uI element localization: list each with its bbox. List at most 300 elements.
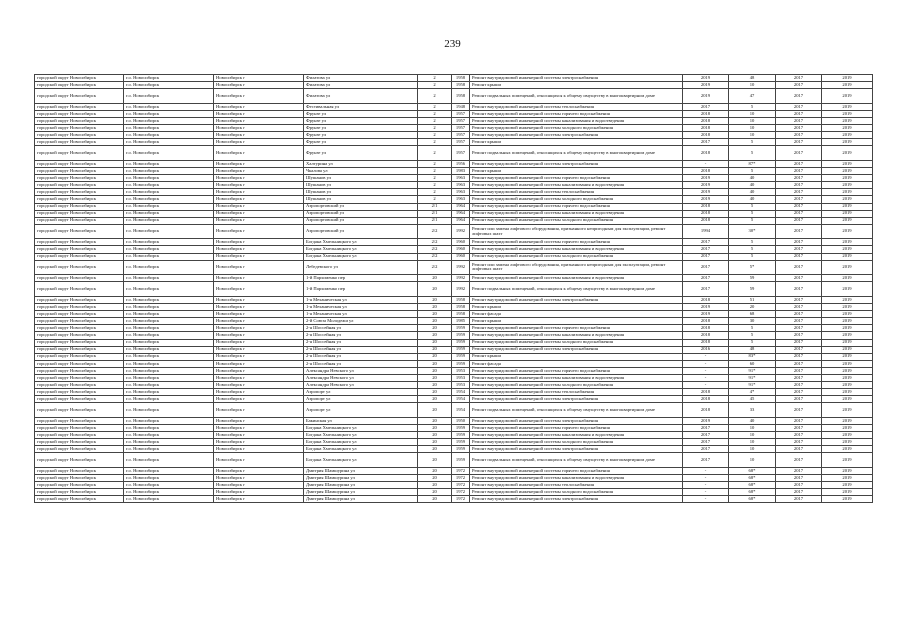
house-number-cell: 20 bbox=[418, 468, 452, 475]
work-type-cell: Ремонт внутридомовой инженерной системы горячего водоснабжения bbox=[470, 175, 683, 182]
table-row bbox=[35, 246, 873, 253]
plan-end-cell: 2019 bbox=[822, 389, 873, 396]
build-year-cell: 1957 bbox=[452, 117, 470, 124]
house-number-cell: 20 bbox=[418, 482, 452, 489]
build-year-cell: 1948 bbox=[452, 103, 470, 110]
work-type-cell: Ремонт крыши bbox=[470, 82, 683, 89]
okrug-cell: городской округ Новосибирск bbox=[35, 432, 124, 439]
locality-cell: Новосибирск г bbox=[214, 139, 304, 146]
okrug-cell: городской округ Новосибирск bbox=[35, 146, 124, 161]
build-year-cell: 1958 bbox=[452, 82, 470, 89]
plan-start-cell: 2017 bbox=[776, 332, 822, 339]
last-repair-year-cell: 2018 bbox=[683, 125, 729, 132]
wear-percent-cell: 33 bbox=[729, 403, 776, 418]
plan-start-cell: 2017 bbox=[776, 275, 822, 282]
locality-cell: Новосибирск г bbox=[214, 360, 304, 367]
last-repair-year-cell: 2018 bbox=[683, 389, 729, 396]
work-type-cell: Ремонт внутридомовой инженерной системы канализования и водоотведения bbox=[470, 210, 683, 217]
okrug-cell: городской округ Новосибирск bbox=[35, 260, 124, 275]
build-year-cell: 1959 bbox=[452, 425, 470, 432]
house-number-cell: 20 bbox=[418, 367, 452, 374]
wear-percent-cell: 45 bbox=[729, 396, 776, 403]
table-row bbox=[35, 253, 873, 260]
wear-percent-cell: 40 bbox=[729, 189, 776, 196]
build-year-cell: 1963 bbox=[452, 175, 470, 182]
wear-percent-cell: 5 bbox=[729, 217, 776, 224]
build-year-cell: 1953 bbox=[452, 382, 470, 389]
street-cell: 1-я Механическая ул bbox=[304, 311, 418, 318]
municipality-cell: г.о. Новосибирск bbox=[124, 224, 214, 239]
build-year-cell: 1963 bbox=[452, 182, 470, 189]
locality-cell: Новосибирск г bbox=[214, 475, 304, 482]
municipality-cell: г.о. Новосибирск bbox=[124, 260, 214, 275]
street-cell: Богдана Хмельницкого ул bbox=[304, 253, 418, 260]
house-number-cell: 20 bbox=[418, 432, 452, 439]
plan-start-cell: 2017 bbox=[776, 260, 822, 275]
house-number-cell: 20 bbox=[418, 311, 452, 318]
okrug-cell: городской округ Новосибирск bbox=[35, 189, 124, 196]
municipality-cell: г.о. Новосибирск bbox=[124, 367, 214, 374]
plan-end-cell: 2019 bbox=[822, 332, 873, 339]
plan-start-cell: 2017 bbox=[776, 382, 822, 389]
okrug-cell: городской округ Новосибирск bbox=[35, 475, 124, 482]
table-row bbox=[35, 346, 873, 353]
municipality-cell: г.о. Новосибирск bbox=[124, 353, 214, 360]
wear-percent-cell: 5 bbox=[729, 253, 776, 260]
plan-start-cell: 2017 bbox=[776, 82, 822, 89]
house-number-cell: 2/1 bbox=[418, 217, 452, 224]
locality-cell: Новосибирск г bbox=[214, 453, 304, 468]
wear-percent-cell: 5* bbox=[729, 260, 776, 275]
street-cell: Бакинская ул bbox=[304, 417, 418, 424]
last-repair-year-cell: 2019 bbox=[683, 89, 729, 104]
wear-percent-cell: 5 bbox=[729, 339, 776, 346]
build-year-cell: 1964 bbox=[452, 203, 470, 210]
work-type-cell: Ремонт внутридомовой инженерной системы горячего водоснабжения bbox=[470, 239, 683, 246]
municipality-cell: г.о. Новосибирск bbox=[124, 189, 214, 196]
house-number-cell: 20 bbox=[418, 396, 452, 403]
locality-cell: Новосибирск г bbox=[214, 318, 304, 325]
work-type-cell: Ремонт внутридомовой инженерной системы теплоснабжения bbox=[470, 189, 683, 196]
build-year-cell: 1960 bbox=[452, 239, 470, 246]
house-number-cell: 2/2 bbox=[418, 253, 452, 260]
house-number-cell: 2 bbox=[418, 75, 452, 82]
repair-schedule-table bbox=[34, 74, 873, 503]
plan-end-cell: 2019 bbox=[822, 382, 873, 389]
wear-percent-cell: 40 bbox=[729, 196, 776, 203]
plan-start-cell: 2017 bbox=[776, 89, 822, 104]
street-cell: Аэропорт ул bbox=[304, 403, 418, 418]
wear-percent-cell: 10 bbox=[729, 446, 776, 453]
wear-percent-cell: 5 bbox=[729, 168, 776, 175]
plan-end-cell: 2019 bbox=[822, 168, 873, 175]
wear-percent-cell: 5 bbox=[729, 239, 776, 246]
build-year-cell: 1959 bbox=[452, 339, 470, 346]
okrug-cell: городской округ Новосибирск bbox=[35, 117, 124, 124]
wear-percent-cell: 59 bbox=[729, 282, 776, 297]
street-cell: Дмитрия Шамшурина ул bbox=[304, 489, 418, 496]
municipality-cell: г.о. Новосибирск bbox=[124, 468, 214, 475]
locality-cell: Новосибирск г bbox=[214, 117, 304, 124]
street-cell: Фрунзе ул bbox=[304, 146, 418, 161]
okrug-cell: городской округ Новосибирск bbox=[35, 374, 124, 381]
okrug-cell: городской округ Новосибирск bbox=[35, 382, 124, 389]
work-type-cell: Ремонт внутридомовой инженерной системы электроснабжения bbox=[470, 496, 683, 503]
work-type-cell: Ремонт внутридомовой инженерной системы холодного водоснабжения bbox=[470, 196, 683, 203]
plan-start-cell: 2017 bbox=[776, 417, 822, 424]
plan-start-cell: 2017 bbox=[776, 168, 822, 175]
build-year-cell: 1954 bbox=[452, 389, 470, 396]
plan-start-cell: 2017 bbox=[776, 353, 822, 360]
wear-percent-cell: 91* bbox=[729, 374, 776, 381]
plan-end-cell: 2019 bbox=[822, 325, 873, 332]
municipality-cell: г.о. Новосибирск bbox=[124, 389, 214, 396]
municipality-cell: г.о. Новосибирск bbox=[124, 360, 214, 367]
okrug-cell: городской округ Новосибирск bbox=[35, 417, 124, 424]
municipality-cell: г.о. Новосибирск bbox=[124, 374, 214, 381]
plan-end-cell: 2019 bbox=[822, 346, 873, 353]
locality-cell: Новосибирск г bbox=[214, 160, 304, 167]
plan-end-cell: 2019 bbox=[822, 282, 873, 297]
last-repair-year-cell: - bbox=[683, 496, 729, 503]
build-year-cell: 1972 bbox=[452, 496, 470, 503]
okrug-cell: городской округ Новосибирск bbox=[35, 224, 124, 239]
street-cell: Александра Невского ул bbox=[304, 382, 418, 389]
street-cell: Аэропорт ул bbox=[304, 389, 418, 396]
build-year-cell: 1957 bbox=[452, 110, 470, 117]
plan-start-cell: 2017 bbox=[776, 453, 822, 468]
plan-end-cell: 2019 bbox=[822, 489, 873, 496]
street-cell: 2-я Шоссейная ул bbox=[304, 325, 418, 332]
street-cell: Шушанов ул bbox=[304, 196, 418, 203]
work-type-cell: Ремонт подвальных помещений, относящихся к общему имуществу в многоквартирном доме bbox=[470, 282, 683, 297]
wear-percent-cell: 68* bbox=[729, 496, 776, 503]
municipality-cell: г.о. Новосибирск bbox=[124, 489, 214, 496]
last-repair-year-cell: 2017 bbox=[683, 103, 729, 110]
street-cell: Дмитрия Шамшурина ул bbox=[304, 475, 418, 482]
house-number-cell: 20 bbox=[418, 360, 452, 367]
table-row bbox=[35, 425, 873, 432]
locality-cell: Новосибирск г bbox=[214, 325, 304, 332]
work-type-cell: Ремонт внутридомовой инженерной системы холодного водоснабжения bbox=[470, 382, 683, 389]
municipality-cell: г.о. Новосибирск bbox=[124, 311, 214, 318]
table-row bbox=[35, 311, 873, 318]
wear-percent-cell: 20 bbox=[729, 304, 776, 311]
okrug-cell: городской округ Новосибирск bbox=[35, 103, 124, 110]
locality-cell: Новосибирск г bbox=[214, 496, 304, 503]
wear-percent-cell: 10 bbox=[729, 432, 776, 439]
work-type-cell: Ремонт внутридомовой инженерной системы электроснабжения bbox=[470, 296, 683, 303]
last-repair-year-cell: 2016 bbox=[683, 346, 729, 353]
build-year-cell: 1959 bbox=[452, 446, 470, 453]
municipality-cell: г.о. Новосибирск bbox=[124, 246, 214, 253]
plan-end-cell: 2019 bbox=[822, 224, 873, 239]
municipality-cell: г.о. Новосибирск bbox=[124, 275, 214, 282]
municipality-cell: г.о. Новосибирск bbox=[124, 210, 214, 217]
plan-start-cell: 2017 bbox=[776, 475, 822, 482]
municipality-cell: г.о. Новосибирск bbox=[124, 496, 214, 503]
plan-end-cell: 2019 bbox=[822, 453, 873, 468]
house-number-cell: 20 bbox=[418, 439, 452, 446]
last-repair-year-cell: 2019 bbox=[683, 311, 729, 318]
build-year-cell: 1992 bbox=[452, 224, 470, 239]
plan-start-cell: 2017 bbox=[776, 210, 822, 217]
okrug-cell: городской округ Новосибирск bbox=[35, 75, 124, 82]
plan-start-cell: 2017 bbox=[776, 75, 822, 82]
table-row bbox=[35, 367, 873, 374]
locality-cell: Новосибирск г bbox=[214, 374, 304, 381]
last-repair-year-cell: 2018 bbox=[683, 110, 729, 117]
municipality-cell: г.о. Новосибирск bbox=[124, 475, 214, 482]
street-cell: Фрунзе ул bbox=[304, 132, 418, 139]
last-repair-year-cell: 2017 bbox=[683, 282, 729, 297]
plan-end-cell: 2019 bbox=[822, 417, 873, 424]
street-cell: Богдана Хмельницкого ул bbox=[304, 246, 418, 253]
table-row bbox=[35, 482, 873, 489]
street-cell: Богдана Хмельницкого ул bbox=[304, 439, 418, 446]
okrug-cell: городской округ Новосибирск bbox=[35, 482, 124, 489]
work-type-cell: Ремонт внутридомовой инженерной системы электроснабжения bbox=[470, 346, 683, 353]
okrug-cell: городской округ Новосибирск bbox=[35, 353, 124, 360]
okrug-cell: городской округ Новосибирск bbox=[35, 203, 124, 210]
last-repair-year-cell: 2018 bbox=[683, 132, 729, 139]
locality-cell: Новосибирск г bbox=[214, 367, 304, 374]
street-cell: 2-я Шоссейная ул bbox=[304, 346, 418, 353]
build-year-cell: 1956 bbox=[452, 160, 470, 167]
plan-end-cell: 2019 bbox=[822, 175, 873, 182]
build-year-cell: 1972 bbox=[452, 475, 470, 482]
work-type-cell: Ремонт внутридомовой инженерной системы холодного водоснабжения bbox=[470, 253, 683, 260]
work-type-cell: Ремонт внутридомовой инженерной системы теплоснабжения bbox=[470, 389, 683, 396]
wear-percent-cell: 5 bbox=[729, 210, 776, 217]
table-row bbox=[35, 360, 873, 367]
build-year-cell: 1985 bbox=[452, 318, 470, 325]
table-row bbox=[35, 260, 873, 275]
plan-end-cell: 2019 bbox=[822, 125, 873, 132]
last-repair-year-cell: 2017 bbox=[683, 446, 729, 453]
plan-end-cell: 2019 bbox=[822, 468, 873, 475]
work-type-cell: Ремонт внутридомовой инженерной системы канализования и водоотведения bbox=[470, 182, 683, 189]
build-year-cell: 1954 bbox=[452, 403, 470, 418]
plan-start-cell: 2017 bbox=[776, 103, 822, 110]
work-type-cell: Ремонт внутридомовой инженерной системы холодного водоснабжения bbox=[470, 125, 683, 132]
plan-start-cell: 2017 bbox=[776, 253, 822, 260]
build-year-cell: 1958 bbox=[452, 75, 470, 82]
street-cell: 2-я Шоссейная ул bbox=[304, 339, 418, 346]
wear-percent-cell: 48 bbox=[729, 75, 776, 82]
house-number-cell: 2 bbox=[418, 110, 452, 117]
table-row bbox=[35, 182, 873, 189]
plan-start-cell: 2017 bbox=[776, 125, 822, 132]
municipality-cell: г.о. Новосибирск bbox=[124, 175, 214, 182]
plan-start-cell: 2017 bbox=[776, 132, 822, 139]
wear-percent-cell: 5 bbox=[729, 139, 776, 146]
last-repair-year-cell: 2019 bbox=[683, 82, 729, 89]
municipality-cell: г.о. Новосибирск bbox=[124, 346, 214, 353]
locality-cell: Новосибирск г bbox=[214, 196, 304, 203]
locality-cell: Новосибирск г bbox=[214, 396, 304, 403]
okrug-cell: городской округ Новосибирск bbox=[35, 89, 124, 104]
okrug-cell: городской округ Новосибирск bbox=[35, 332, 124, 339]
street-cell: Чкалова ул bbox=[304, 168, 418, 175]
build-year-cell: 1992 bbox=[452, 260, 470, 275]
work-type-cell: Ремонт внутридомовой инженерной системы холодного водоснабжения bbox=[470, 489, 683, 496]
last-repair-year-cell: - bbox=[683, 374, 729, 381]
plan-start-cell: 2017 bbox=[776, 160, 822, 167]
work-type-cell: Ремонт подвальных помещений, относящихся к общему имуществу в многоквартирном доме bbox=[470, 453, 683, 468]
locality-cell: Новосибирск г bbox=[214, 339, 304, 346]
build-year-cell: 1959 bbox=[452, 325, 470, 332]
wear-percent-cell: 48 bbox=[729, 346, 776, 353]
municipality-cell: г.о. Новосибирск bbox=[124, 89, 214, 104]
plan-start-cell: 2017 bbox=[776, 325, 822, 332]
last-repair-year-cell: 2018 bbox=[683, 396, 729, 403]
wear-percent-cell: 5 bbox=[729, 325, 776, 332]
street-cell: Фрунзе ул bbox=[304, 125, 418, 132]
locality-cell: Новосибирск г bbox=[214, 82, 304, 89]
work-type-cell: Ремонт внутридомовой инженерной системы канализования и водоотведения bbox=[470, 246, 683, 253]
plan-start-cell: 2017 bbox=[776, 117, 822, 124]
locality-cell: Новосибирск г bbox=[214, 311, 304, 318]
street-cell: Шушанов ул bbox=[304, 182, 418, 189]
plan-start-cell: 2017 bbox=[776, 367, 822, 374]
street-cell: Дмитрия Шамшурина ул bbox=[304, 468, 418, 475]
house-number-cell: 2/2 bbox=[418, 246, 452, 253]
plan-start-cell: 2017 bbox=[776, 304, 822, 311]
work-type-cell: Ремонт внутридомовой инженерной системы канализования и водоотведения bbox=[470, 117, 683, 124]
municipality-cell: г.о. Новосибирск bbox=[124, 160, 214, 167]
municipality-cell: г.о. Новосибирск bbox=[124, 132, 214, 139]
street-cell: Аэропортовский ул bbox=[304, 203, 418, 210]
street-cell: Богдана Хмельницкого ул bbox=[304, 425, 418, 432]
locality-cell: Новосибирск г bbox=[214, 332, 304, 339]
last-repair-year-cell: - bbox=[683, 360, 729, 367]
table-row bbox=[35, 396, 873, 403]
okrug-cell: городской округ Новосибирск bbox=[35, 425, 124, 432]
plan-start-cell: 2017 bbox=[776, 217, 822, 224]
municipality-cell: г.о. Новосибирск bbox=[124, 168, 214, 175]
plan-end-cell: 2019 bbox=[822, 110, 873, 117]
street-cell: Богдана Хмельницкого ул bbox=[304, 453, 418, 468]
street-cell: Шушанов ул bbox=[304, 189, 418, 196]
municipality-cell: г.о. Новосибирск bbox=[124, 482, 214, 489]
street-cell: 2-й Союза Молодежи ул bbox=[304, 318, 418, 325]
locality-cell: Новосибирск г bbox=[214, 260, 304, 275]
table-row bbox=[35, 82, 873, 89]
last-repair-year-cell: 2019 bbox=[683, 196, 729, 203]
okrug-cell: городской округ Новосибирск bbox=[35, 439, 124, 446]
locality-cell: Новосибирск г bbox=[214, 446, 304, 453]
last-repair-year-cell: - bbox=[683, 160, 729, 167]
last-repair-year-cell: 2018 bbox=[683, 332, 729, 339]
table-row bbox=[35, 175, 873, 182]
table-row bbox=[35, 139, 873, 146]
last-repair-year-cell: - bbox=[683, 367, 729, 374]
okrug-cell: городской округ Новосибирск bbox=[35, 304, 124, 311]
table-row bbox=[35, 117, 873, 124]
wear-percent-cell: 10 bbox=[729, 82, 776, 89]
municipality-cell: г.о. Новосибирск bbox=[124, 117, 214, 124]
build-year-cell: 1992 bbox=[452, 275, 470, 282]
last-repair-year-cell: 2018 bbox=[683, 168, 729, 175]
work-type-cell: Ремонт крыши bbox=[470, 304, 683, 311]
locality-cell: Новосибирск г bbox=[214, 217, 304, 224]
build-year-cell: 1959 bbox=[452, 346, 470, 353]
municipality-cell: г.о. Новосибирск bbox=[124, 139, 214, 146]
okrug-cell: городской округ Новосибирск bbox=[35, 282, 124, 297]
okrug-cell: городской округ Новосибирск bbox=[35, 253, 124, 260]
municipality-cell: г.о. Новосибирск bbox=[124, 382, 214, 389]
house-number-cell: 20 bbox=[418, 417, 452, 424]
street-cell: Филатова ул bbox=[304, 75, 418, 82]
table-row bbox=[35, 146, 873, 161]
street-cell: Аэропортовский ул bbox=[304, 224, 418, 239]
table-row bbox=[35, 75, 873, 82]
table-row bbox=[35, 210, 873, 217]
work-type-cell: Ремонт подвальных помещений, относящихся к общему имуществу в многоквартирном доме bbox=[470, 146, 683, 161]
plan-start-cell: 2017 bbox=[776, 468, 822, 475]
house-number-cell: 2/2 bbox=[418, 224, 452, 239]
last-repair-year-cell: 2019 bbox=[683, 304, 729, 311]
okrug-cell: городской округ Новосибирск bbox=[35, 168, 124, 175]
house-number-cell: 2/1 bbox=[418, 210, 452, 217]
plan-end-cell: 2019 bbox=[822, 446, 873, 453]
plan-end-cell: 2019 bbox=[822, 311, 873, 318]
build-year-cell: 1957 bbox=[452, 132, 470, 139]
okrug-cell: городской округ Новосибирск bbox=[35, 217, 124, 224]
street-cell: 1-я Механическая ул bbox=[304, 296, 418, 303]
municipality-cell: г.о. Новосибирск bbox=[124, 217, 214, 224]
work-type-cell: Ремонт внутридомовой инженерной системы электроснабжения bbox=[470, 396, 683, 403]
plan-end-cell: 2019 bbox=[822, 182, 873, 189]
last-repair-year-cell: 2017 bbox=[683, 246, 729, 253]
last-repair-year-cell: 2019 bbox=[683, 75, 729, 82]
house-number-cell: 20 bbox=[418, 325, 452, 332]
table-row bbox=[35, 239, 873, 246]
table-row bbox=[35, 189, 873, 196]
house-number-cell: 2 bbox=[418, 146, 452, 161]
locality-cell: Новосибирск г bbox=[214, 246, 304, 253]
table-row bbox=[35, 168, 873, 175]
locality-cell: Новосибирск г bbox=[214, 203, 304, 210]
wear-percent-cell: 10 bbox=[729, 132, 776, 139]
house-number-cell: 20 bbox=[418, 403, 452, 418]
okrug-cell: городской округ Новосибирск bbox=[35, 367, 124, 374]
plan-end-cell: 2019 bbox=[822, 339, 873, 346]
build-year-cell: 1953 bbox=[452, 367, 470, 374]
table-row bbox=[35, 339, 873, 346]
house-number-cell: 2 bbox=[418, 89, 452, 104]
plan-end-cell: 2019 bbox=[822, 239, 873, 246]
plan-end-cell: 2019 bbox=[822, 253, 873, 260]
house-number-cell: 20 bbox=[418, 332, 452, 339]
wear-percent-cell: 91* bbox=[729, 367, 776, 374]
locality-cell: Новосибирск г bbox=[214, 146, 304, 161]
table-row bbox=[35, 453, 873, 468]
okrug-cell: городской округ Новосибирск bbox=[35, 110, 124, 117]
table-row bbox=[35, 89, 873, 104]
wear-percent-cell: 5 bbox=[729, 146, 776, 161]
plan-end-cell: 2019 bbox=[822, 396, 873, 403]
work-type-cell: Ремонт внутридомовой инженерной системы канализования и водоотведения bbox=[470, 432, 683, 439]
plan-end-cell: 2019 bbox=[822, 296, 873, 303]
last-repair-year-cell: - bbox=[683, 382, 729, 389]
wear-percent-cell: 30* bbox=[729, 224, 776, 239]
locality-cell: Новосибирск г bbox=[214, 210, 304, 217]
house-number-cell: 2 bbox=[418, 182, 452, 189]
plan-end-cell: 2019 bbox=[822, 146, 873, 161]
okrug-cell: городской округ Новосибирск bbox=[35, 403, 124, 418]
